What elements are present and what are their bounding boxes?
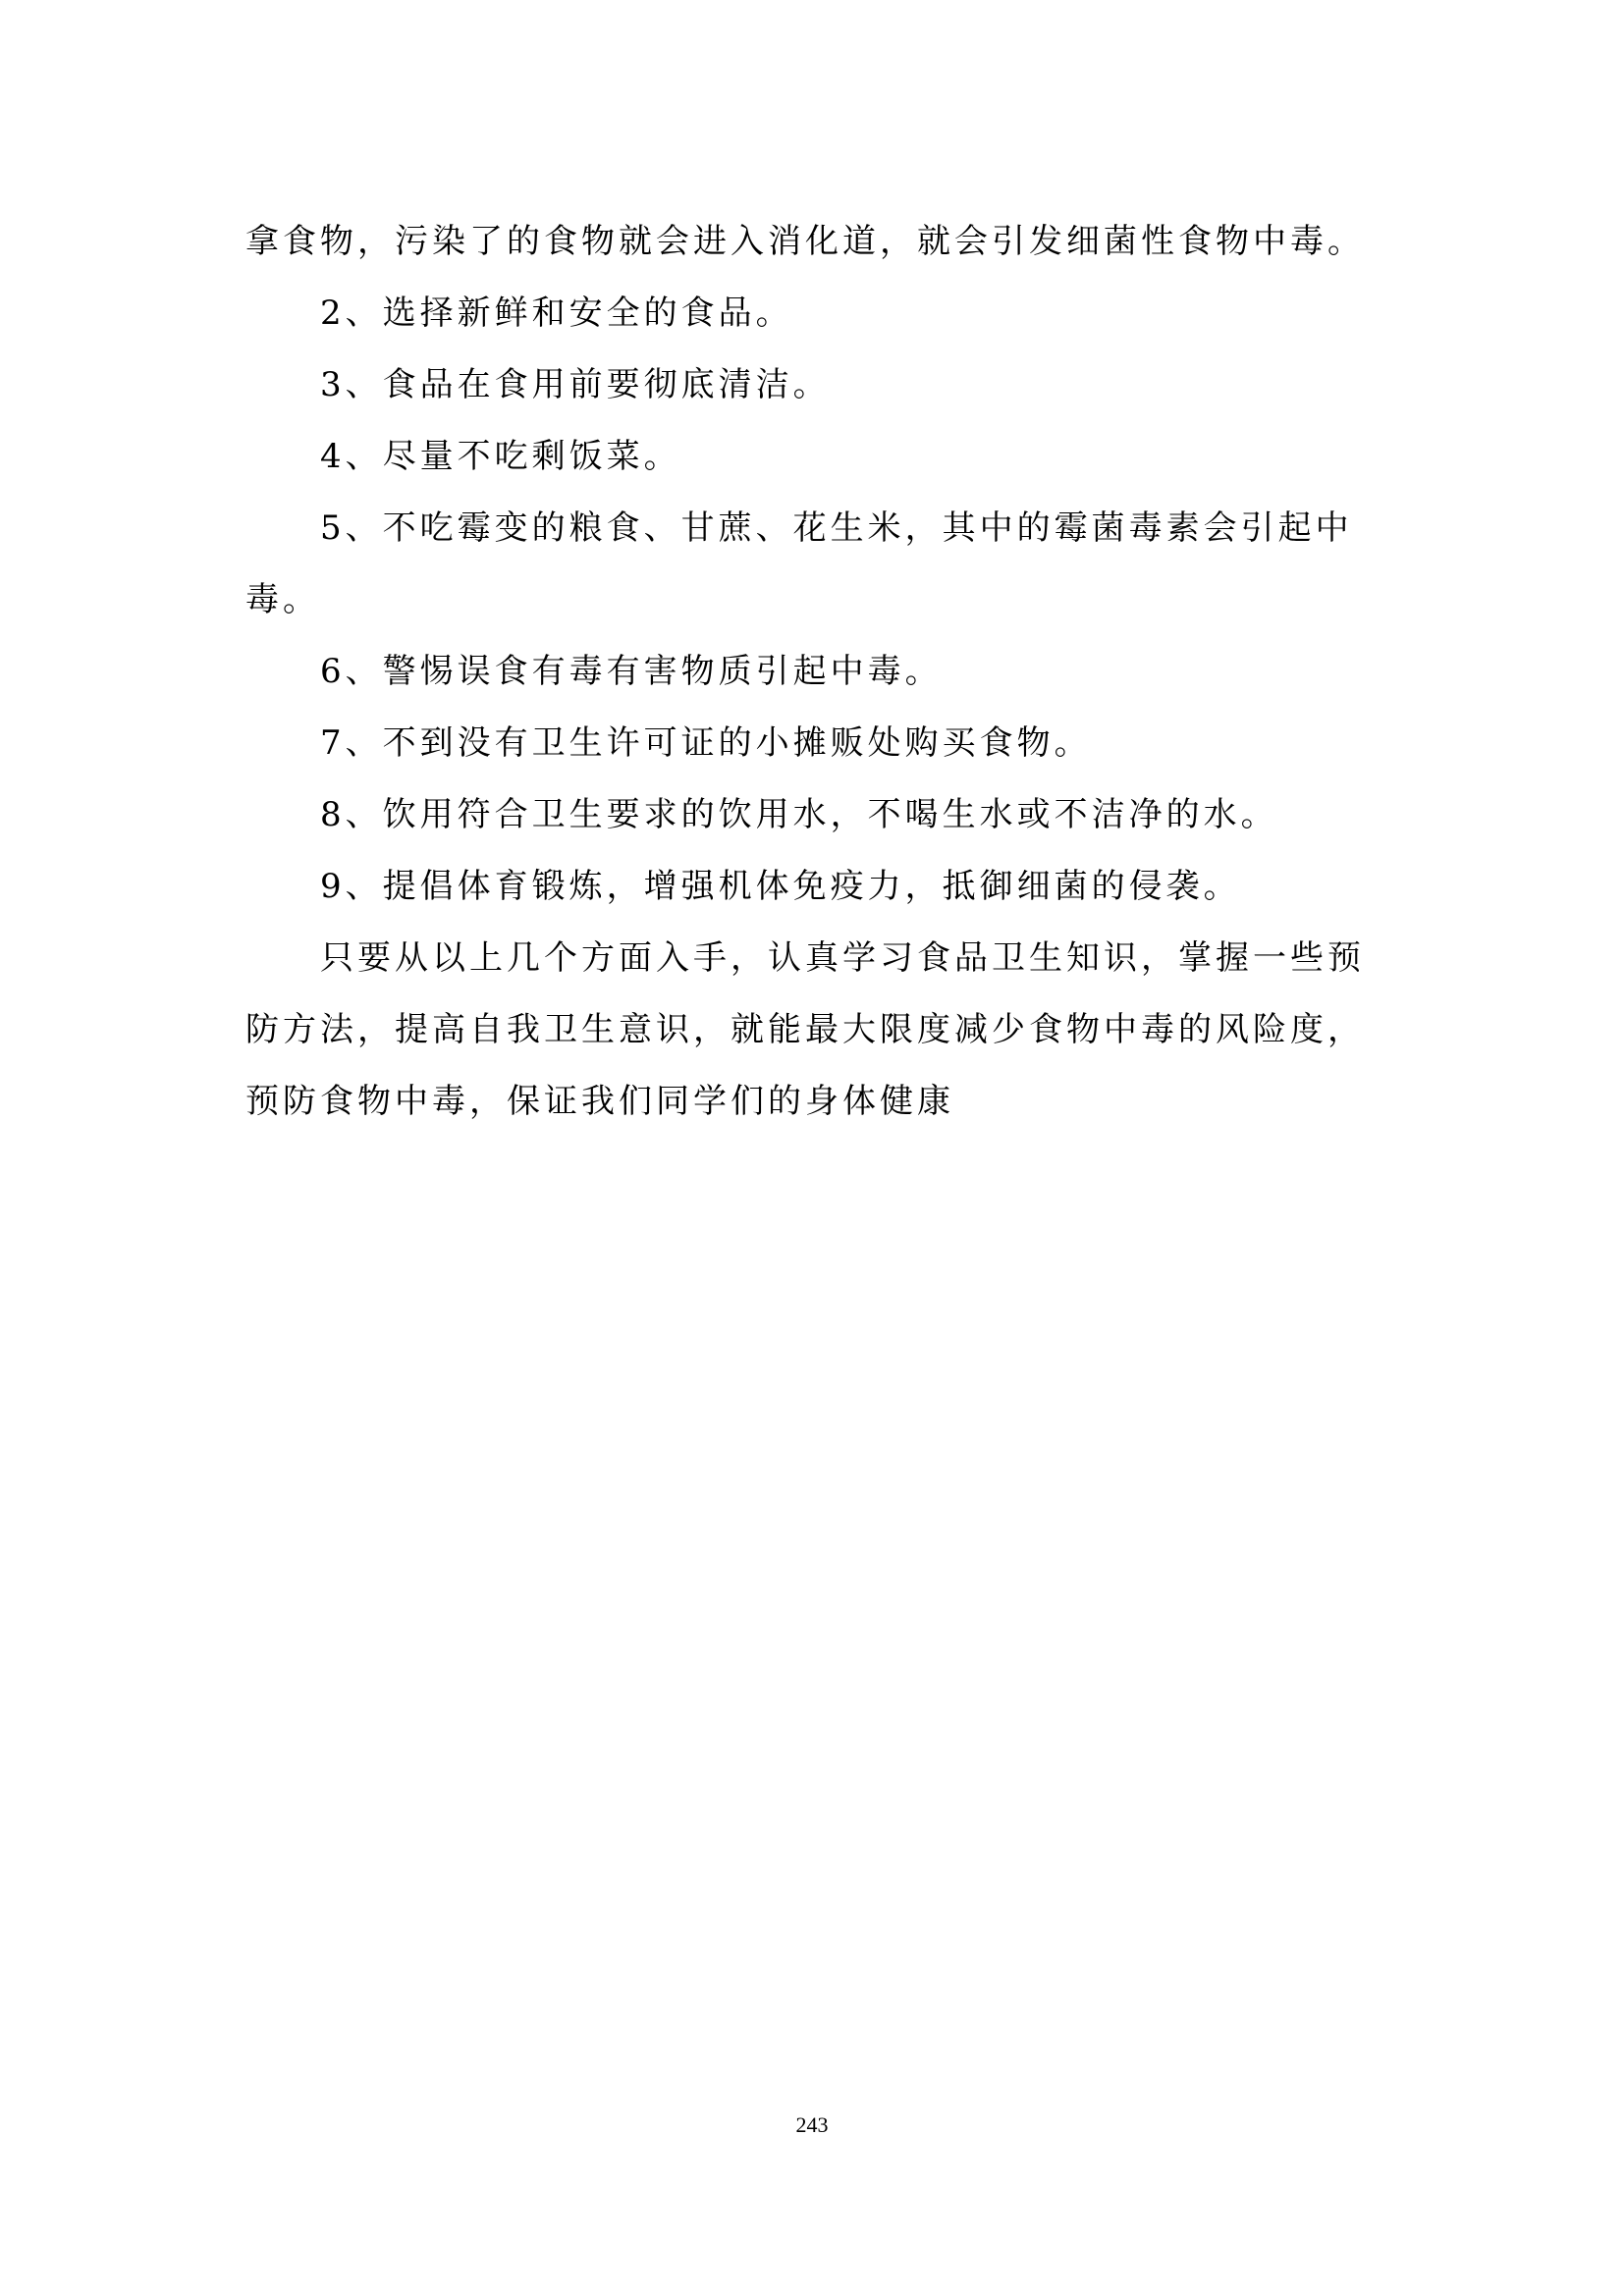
list-item-7: 7、不到没有卫生许可证的小摊贩处购买食物。 <box>320 723 1092 763</box>
body-text <box>245 206 1389 1138</box>
list-item-5: 5、不吃霉变的粮食、甘蔗、花生米，其中的霉菌毒素会引起中 <box>320 508 1353 548</box>
list-item-6: 6、警惕误食有毒有害物质引起中毒。 <box>320 652 943 691</box>
list-item-8: 8、饮用符合卫生要求的饮用水，不喝生水或不洁净的水。 <box>320 795 1278 834</box>
text-line-continuation: 拿食物，污染了的食物就会进入消化道，就会引发细菌性食物中毒。 <box>245 222 1365 261</box>
list-item-2: 2、选择新鲜和安全的食品。 <box>320 294 793 333</box>
list-item-9: 9、提倡体育锻炼，增强机体免疫力，抵御细菌的侵袭。 <box>320 867 1241 906</box>
list-item-5-continuation: 毒。 <box>245 580 320 619</box>
page-number: 243 <box>795 2112 829 2137</box>
conclusion-line-2: 防方法，提高自我卫生意识，就能最大限度减少食物中毒的风险度， <box>245 1010 1365 1049</box>
conclusion-line-1: 只要从以上几个方面入手，认真学习食品卫生知识，掌握一些预 <box>320 938 1365 978</box>
list-item-4: 4、尽量不吃剩饭菜。 <box>320 437 681 476</box>
list-item-3: 3、食品在食用前要彻底清洁。 <box>320 365 831 404</box>
conclusion-line-3: 预防食物中毒，保证我们同学们的身体健康 <box>245 1082 954 1121</box>
